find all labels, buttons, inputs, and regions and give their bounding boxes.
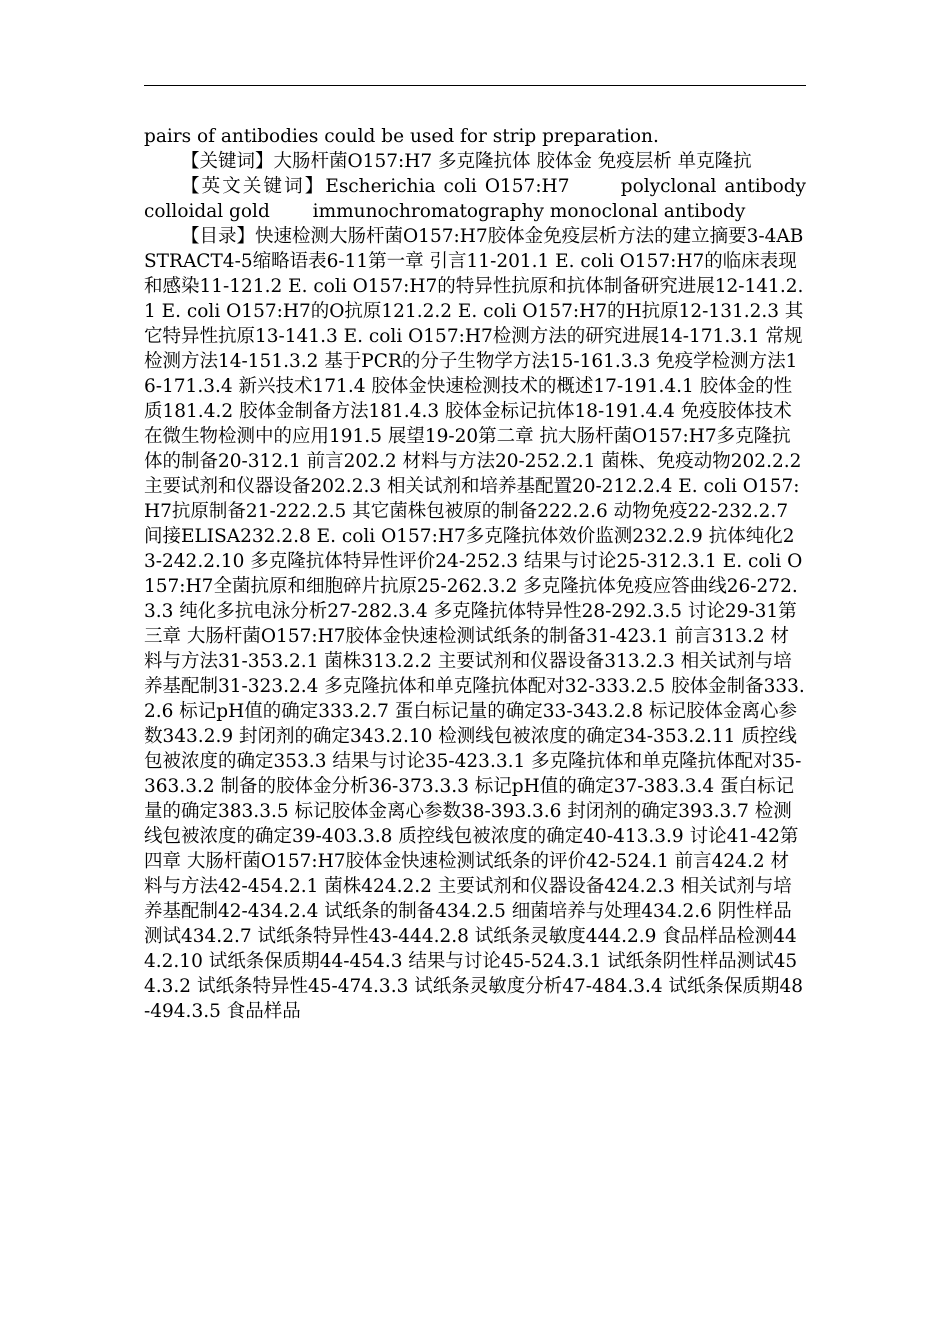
abstract-tail: pairs of antibodies could be used for strip preparation.	[144, 126, 659, 147]
keywords-paragraph: 【关键词】大肠杆菌O157:H7 多克隆抗体 胶体金 免疫层析 单克隆抗	[181, 151, 752, 172]
english-keywords-paragraph: 【英文关键词】Escherichia coli O157:H7 polyclonal antibody colloidal gold immunochromatography monoclonal antibody	[144, 176, 849, 222]
header-rule	[144, 85, 806, 86]
document-body	[144, 124, 849, 1024]
table-of-contents-paragraph: 【目录】快速检测大肠杆菌O157:H7胶体金免疫层析方法的建立摘要3-4ABSTRACT4-5缩略语表6-11第一章 引言11-201.1 E. coli O157:H7的临床表现和感染11-121.2 E. coli O157:H7的特异性抗原和抗体制备研究进展12-141.2.1 E. coli O157:H7的O抗原121.2.2 E. coli O157:H7的H抗原12-131.2.3 其它特异性抗原13-141.3 E. coli O157:H7检测方法的研究进展14-171.3.1 常规检测方法14-151.3.2 基于PCR的分子生物学方法15-161.3.3 免疫学检测方法16-171.3.4 新兴技术171.4 胶体金快速检测技术的概述17-191.4.1 胶体金的性质181.4.2 胶体金制备方法181.4.3 胶体金标记抗体18-191.4.4 免疫胶体技术在微生物检测中的应用191.5 展望19-20第二章 抗大肠杆菌O157:H7多克隆抗体的制备20-312.1 前言202.2 材料与方法20-252.2.1 菌株、免疫动物202.2.2 主要试剂和仪器设备202.2.3 相关试剂和培养基配置20-212.2.4 E. coli O157:H7抗原制备21-222.2.5 其它菌株包被原的制备222.2.6 动物免疫22-232.2.7 间接ELISA232.2.8 E. coli O157:H7多克隆抗体效价监测232.2.9 抗体纯化23-242.2.10 多克隆抗体特异性评价24-252.3 结果与讨论25-312.3.1 E. coli O157:H7全菌抗原和细胞碎片抗原25-262.3.2 多克隆抗体免疫应答曲线26-272.3.3 纯化多抗电泳分析27-282.3.4 多克隆抗体特异性28-292.3.5 讨论29-31第三章 大肠杆菌O157:H7胶体金快速检测试纸条的制备31-423.1 前言313.2 材料与方法31-353.2.1 菌株313.2.2 主要试剂和仪器设备313.2.3 相关试剂与培养基配制31-323.2.4 多克隆抗体和单克隆抗体配对32-333.2.5 胶体金制备333.2.6 标记pH值的确定333.2.7 蛋白标记量的确定33-343.2.8 标记胶体金离心参数343.2.9 封闭剂的确定343.2.10 检测线包被浓度的确定34-353.2.11 质控线包被浓度的确定353.3 结果与讨论35-423.3.1 多克隆抗体和单克隆抗体配对35-363.3.2 制备的胶体金分析36-373.3.3 标记pH值的确定37-383.3.4 蛋白标记量的确定383.3.5 标记胶体金离心参数38-393.3.6 封闭剂的确定393.3.7 检测线包被浓度的确定39-403.3.8 质控线包被浓度的确定40-413.3.9 讨论41-42第四章 大肠杆菌O157:H7胶体金快速检测试纸条的评价42-524.1 前言424.2 材料与方法42-454.2.1 菌株424.2.2 主要试剂和仪器设备424.2.3 相关试剂与培养基配制42-434.2.4 试纸条的制备434.2.5 细菌培养与处理434.2.6 阴性样品测试434.2.7 试纸条特异性43-444.2.8 试纸条灵敏度444.2.9 食品样品检测444.2.10 试纸条保质期44-454.3 结果与讨论45-524.3.1 试纸条阴性样品测试454.3.2 试纸条特异性45-474.3.3 试纸条灵敏度分析47-484.3.4 试纸条保质期48-494.3.5 食品样品	[144, 226, 805, 1022]
